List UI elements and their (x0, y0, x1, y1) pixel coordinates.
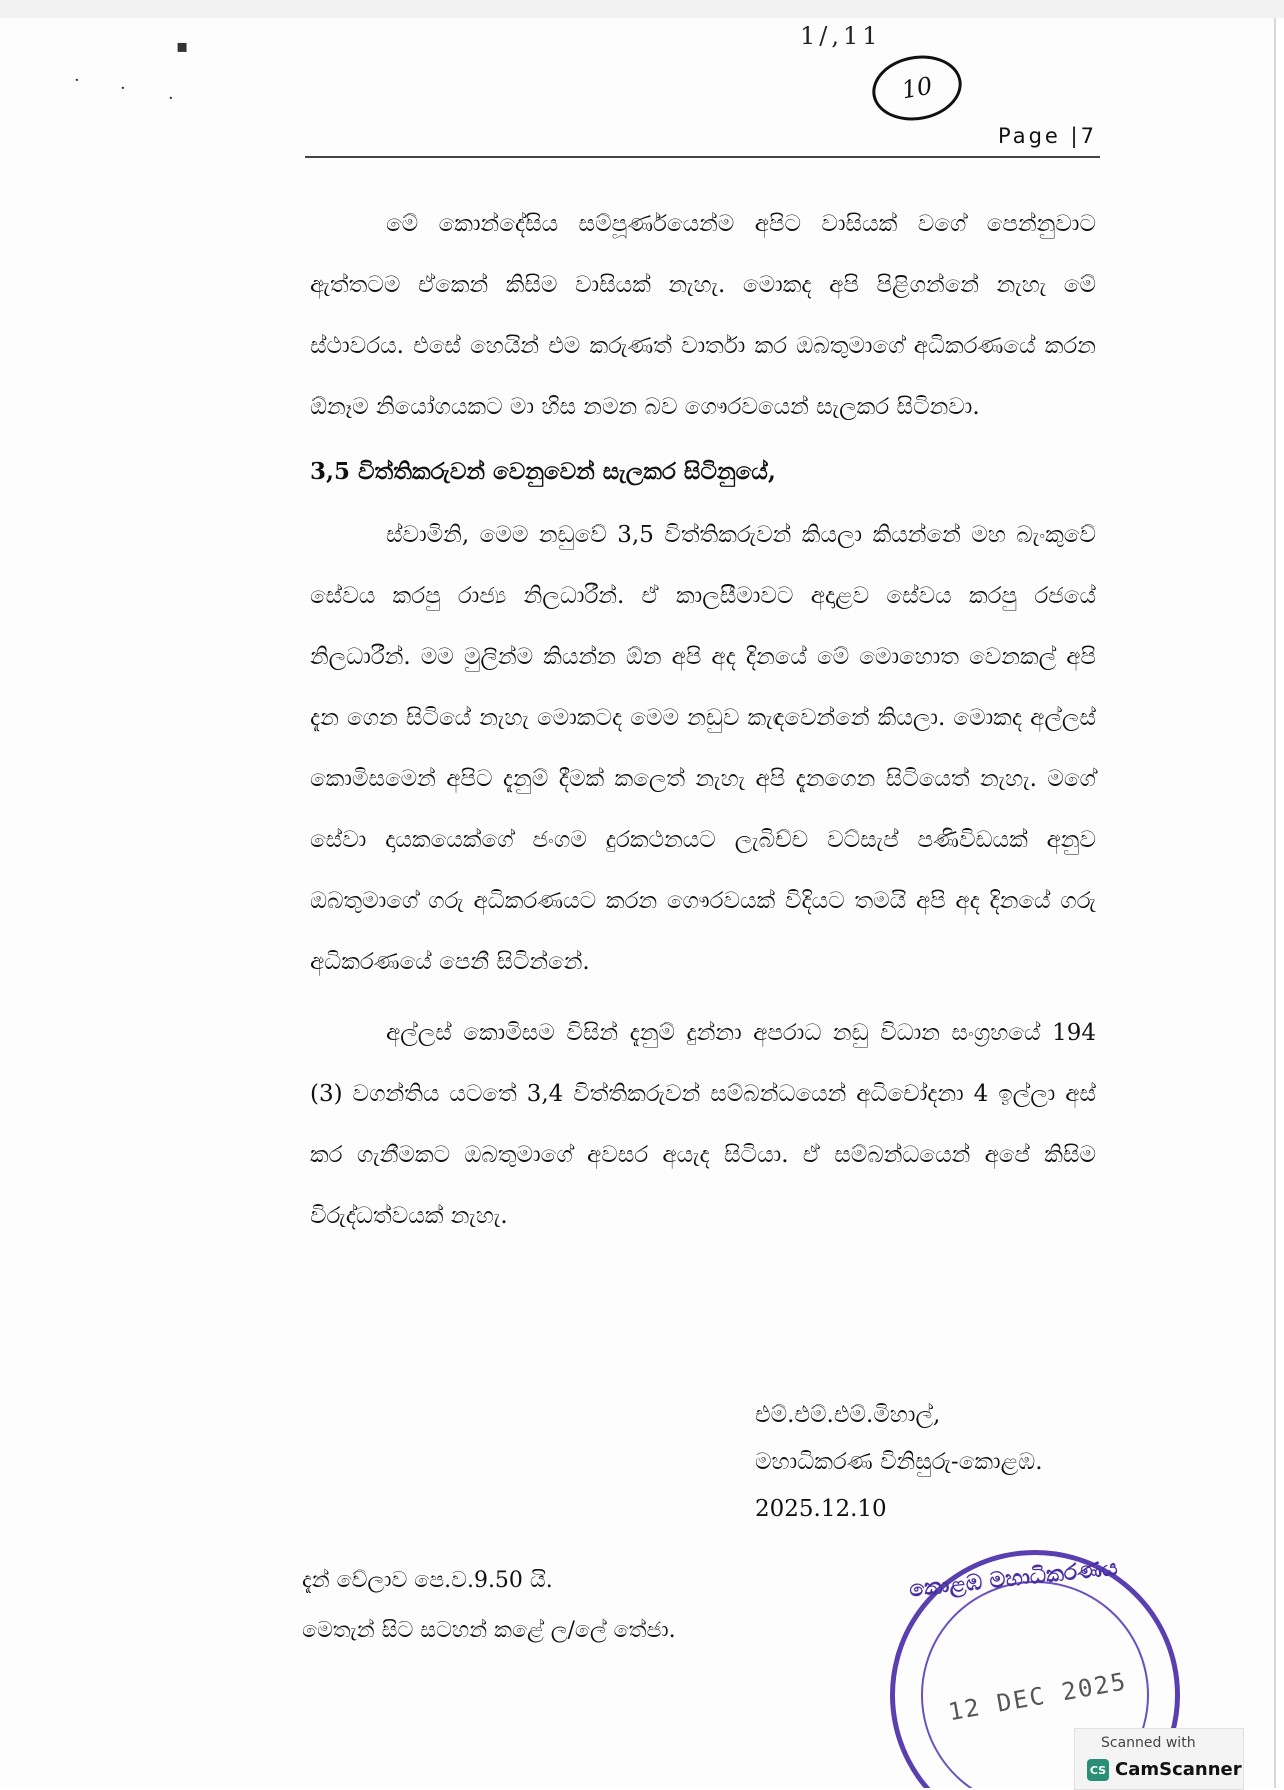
scan-speck: ▪ (176, 36, 189, 57)
recorder-note: මෙතැන් සිට සටහන් කළේ ල/ලේ තේජා. (302, 1618, 676, 1643)
circled-number-text: 10 (899, 71, 935, 105)
camscanner-watermark (1074, 1728, 1244, 1790)
watermark-brand: CamScanner (1115, 1759, 1242, 1780)
signature-date: 2025.12.10 (755, 1496, 887, 1522)
camscanner-logo-icon: CS (1087, 1759, 1109, 1781)
paragraph-1: මේ කොන්දේසිය සම්පූර්ණයෙන්ම අපිට වාසියක් වගේ පෙන්නුවාට ඇත්තටම ඒකෙන් කිසිම වාසියක් නැහැ. මොකද අපි පිළිගන්නේ නැහැ මේ ස්ථාවරය. එසේ හෙයින් එම කරුණත් වාර්තා කර ඔබතුමාගේ අධිකරණයේ කරන ඕනෑම නියෝගයකට මා හිස නමන බව ගෞරවයෙන් සැලකර සිටිනවා. (310, 211, 1096, 420)
signature-block (755, 1392, 1043, 1533)
scan-speck: · (120, 78, 126, 99)
time-note: දැන් වේලාව පෙ.ව.9.50 යි. (302, 1568, 553, 1593)
header-divider (305, 156, 1100, 158)
paragraph-3: අල්ලස් කොමිසම විසින් දැනුම් දුන්නා අපරාධ නඩු විධාන සංග්‍රහයේ 194 (3) වගන්තිය යටතේ 3,4 විත්තිකරුවන් සම්බන්ධයෙන් අධිචෝදනා 4 ඉල්ලා අස් කර ගැනීමකට ඔබතුමාගේ අවසර අයැද සිටියා. ඒ සම්බන්ධයෙන් අපේ කිසිම විරුද්ධත්වයක් නැහැ. (310, 1020, 1096, 1229)
scan-top-border (0, 0, 1284, 18)
page-number-label: Page |7 (998, 124, 1097, 148)
record-footer (302, 1556, 676, 1656)
section-heading: 3,5 විත්තිකරුවන් වෙනුවෙන් සැලකර සිටිනුයේ, (310, 458, 776, 485)
judge-title: මහාධිකරණ විනිසුරු-කොළඹ. (755, 1449, 1043, 1475)
scan-speck: · (74, 70, 80, 91)
seal-date: 12 DEC 2025 (946, 1667, 1130, 1727)
handwritten-mark: 1/,11 (800, 22, 882, 50)
judge-name: එම්.එම්.එම්.මිහාල්, (755, 1402, 941, 1428)
watermark-caption: Scanned with (1101, 1735, 1196, 1751)
document-body (310, 194, 1096, 1247)
paragraph-2: ස්වාමිනි, මෙම නඩුවේ 3,5 විත්තිකරුවන් කියලා කියන්නේ මහ බැංකුවේ සේවය කරපු රාජ්‍ය නිලධාරීන්. ඒ කාලසීමාවට අදාළව සේවය කරපු රජයේ නිලධාරීන්. මම මුලින්ම කියන්න ඕන අපි අද දිනයේ මේ මොහොත වෙනකල් අපි දැන ගෙන සිටියේ නැහැ මොකටද මෙම නඩුව කැඳවෙන්නේ කියලා. මොකද අල්ලස් කොමිසමෙන් අපිට දැනුම් දීමක් කලෙත් නැහැ අපි දැනගෙන සිටියෙත් නැහැ. මගේ සේවා දායකයෙක්ගේ ජංගම දුරකථනයට ලැබිච්ච වට්සැප් පණිවිඩයක් අනුව ඔබතුමාගේ ගරු අධිකරණයට කරන ගෞරවයක් විදියට තමයි අපි අද දිනයේ ගරු අධිකරණයේ පෙනී සිටින්නේ. (310, 522, 1096, 975)
seal-ring-text: කොළඹ මහාධිකරණය (908, 1555, 1119, 1603)
scan-speck: · (168, 88, 174, 109)
circled-page-number (867, 49, 967, 128)
document-page (0, 18, 1276, 1788)
